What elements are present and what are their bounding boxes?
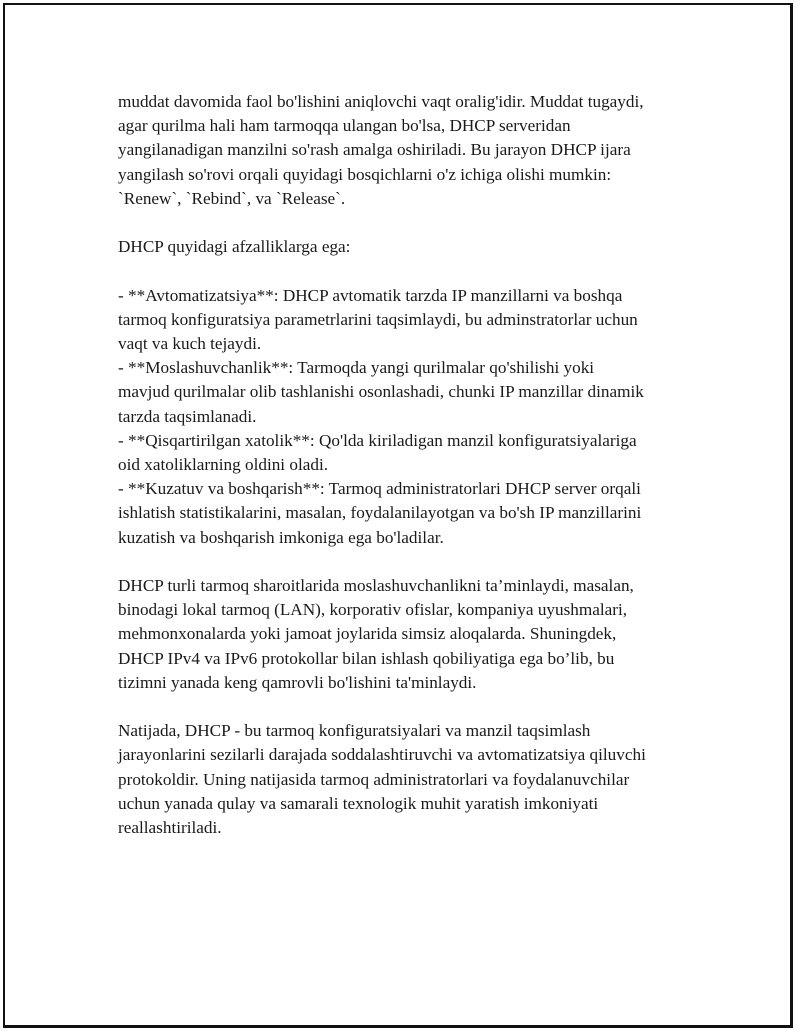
paragraph-spacer <box>118 695 698 719</box>
paragraph-advantages-intro: DHCP quyidagi afzalliklarga ega: <box>118 237 351 257</box>
list-item-reduced-errors: - **Qisqartirilgan xatolik**: Qo'lda kiriladigan manzil konfiguratsiyalariga oid xatoliklarning oldini oladi. <box>118 430 637 475</box>
paragraph-spacer <box>118 550 698 574</box>
paragraph-spacer <box>118 259 698 283</box>
paragraph-conclusion: Natijada, DHCP - bu tarmoq konfiguratsiyalari va manzil taqsimlash jarayonlarini sezilarli darajada soddalashtiruvchi va avtomatizatsiya qiluvchi protokoldir. Uning natijasida tarmoq administratorlari va foydalanuvchilar uchun yanada qulay va samarali texnologik muhit yaratish imkoniyati reallashtiriladi. <box>118 721 646 838</box>
list-item-flexibility: - **Moslashuvchanlik**: Tarmoqda yangi qurilmalar qo'shilishi yoki mavjud qurilmalar olib tashlanishi osonlashadi, chunki IP manzillar dinamik tarzda taqsimlanadi. <box>118 358 644 426</box>
paragraph-spacer <box>118 211 698 235</box>
list-item-automation: - **Avtomatizatsiya**: DHCP avtomatik tarzda IP manzillarni va boshqa tarmoq konfiguratsiya parametrlarini taqsimlaydi, bu adminstratorlar uchun vaqt va kuch tejaydi. <box>118 285 638 353</box>
list-item-monitoring: - **Kuzatuv va boshqarish**: Tarmoq administratorlari DHCP server orqali ishlatish statistikalarini, masalan, foydalanilayotgan va bo'sh IP manzillarini kuzatish va boshqarish imkoniga ega bo'ladilar. <box>118 479 642 547</box>
paragraph-network-environments: DHCP turli tarmoq sharoitlarida moslashuvchanlikni ta’minlaydi, masalan, binodagi lokal tarmoq (LAN), korporativ ofislar, kompaniya uyushmalari, mehmonxonalarda yoki jamoat joylarida simsiz aloqalarda. Shuningdek, DHCP IPv4 va IPv6 protokollar bilan ishlash qobiliyatiga ega bo’lib, bu tizimni yanada keng qamrovli bo'lishini ta'minlaydi. <box>118 576 634 692</box>
document-body <box>118 90 698 840</box>
advantages-list <box>118 284 698 550</box>
paragraph-lease-renewal: muddat davomida faol bo'lishini aniqlovchi vaqt oralig'idir. Muddat tugaydi, agar qurilma hali ham tarmoqqa ulangan bo'lsa, DHCP serveridan yangilanadigan manzilni so'rash amalga oshiriladi. Bu jarayon DHCP ijara yangilash so'rovi orqali quyidagi bosqichlarni o'z ichiga olishi mumkin: `Renew`, `Rebind`, va `Release`. <box>118 92 644 208</box>
